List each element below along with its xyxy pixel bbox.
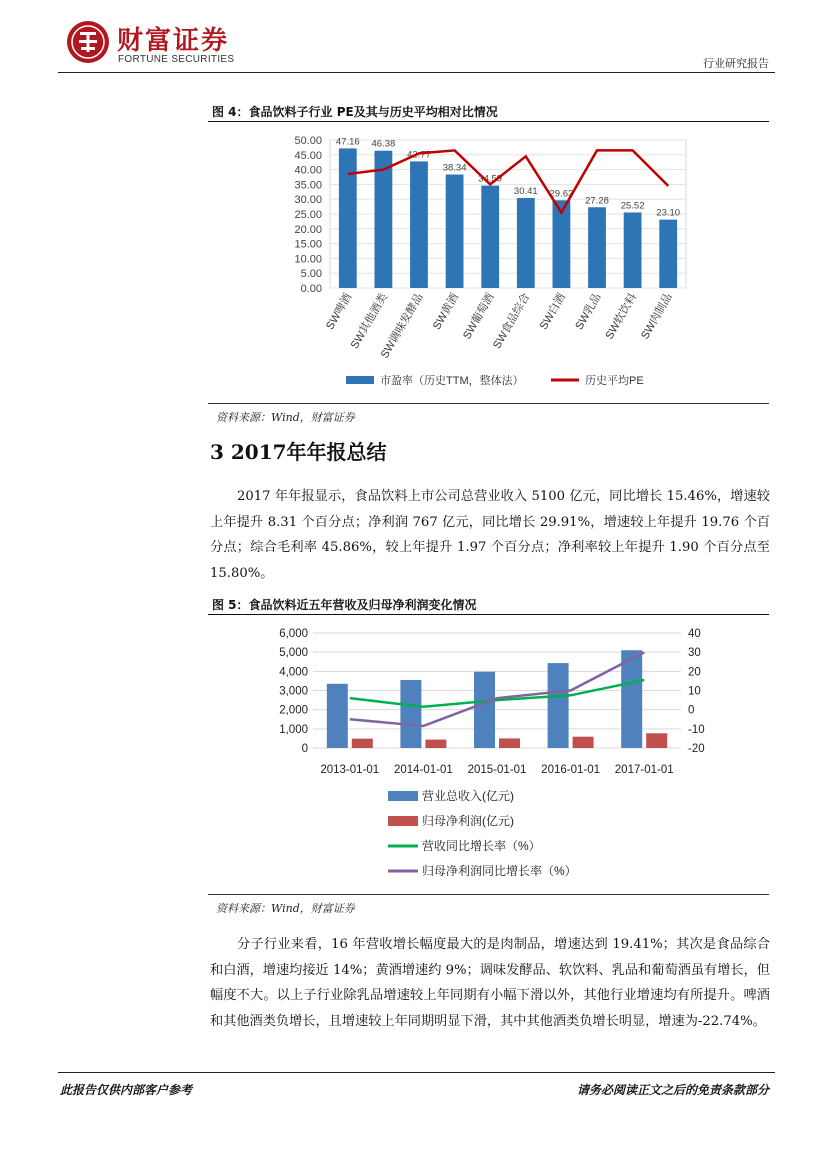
chart2-legend-revenue-swatch xyxy=(388,791,418,801)
chart1-ytick-label: 30.00 xyxy=(294,194,322,207)
chart1-legend-swatch-pe xyxy=(346,376,374,384)
chart1-category-label: SW肉制品 xyxy=(639,291,675,342)
figure5-source: 资料来源：Wind，财富证券 xyxy=(216,902,355,915)
figure4-chart xyxy=(208,124,768,400)
chart2-profit-bar xyxy=(352,739,373,748)
chart2-ytick-right-label: 40 xyxy=(688,628,701,640)
chart1-ytick-label: 35.00 xyxy=(294,179,322,192)
chart1-bar-data-label: 30.41 xyxy=(513,185,538,197)
chart1-bar-data-label: 42.77 xyxy=(407,149,431,161)
chart2-ytick-left-label: 3,000 xyxy=(279,685,308,698)
chart2-ytick-left-label: 5,000 xyxy=(279,647,308,660)
chart1-category-label: SW白酒 xyxy=(537,291,568,332)
chart1-bar xyxy=(410,161,428,288)
chart1-bar xyxy=(339,148,357,288)
chart2-ytick-right-label: -20 xyxy=(688,743,705,755)
chart1-ytick-label: 25.00 xyxy=(294,209,322,221)
chart2-ytick-right-label: 30 xyxy=(688,647,701,660)
chart2-profit-bar xyxy=(573,737,594,748)
chart1-bar xyxy=(481,186,499,288)
chart2-legend-profit-growth-label: 归母净利润同比增长率（%） xyxy=(422,864,577,878)
logo-text-cn: 财富证券 xyxy=(117,26,230,56)
chart1-bar xyxy=(624,212,642,288)
report-type-label: 行业研究报告 xyxy=(703,57,769,70)
figure4-caption: 图 4：食品饮料子行业 PE及其与历史平均相对比情况 xyxy=(212,105,498,119)
chart2-category-label: 2016-01-01 xyxy=(541,764,601,776)
paragraph-annual-summary: 2017 年年报显示，食品饮料上市公司总营业收入 5100 亿元，同比增长 15.46%，增速较上年提升 8.31 个百分点；净利润 767 亿元，同比增长 29.91%，增速较上年提升 19.76 个百分点；综合毛利率 45.86%，较上年提升 1.97 个百分点；净利率较上年提升 1.90 个百分点至 15.80%。 xyxy=(210,489,770,581)
chart2-ytick-right-label: 10 xyxy=(688,685,701,698)
figure5-top-rule xyxy=(208,614,769,615)
chart1-category-label: SW黄酒 xyxy=(430,291,462,332)
chart2-ytick-right-label: -10 xyxy=(688,723,705,736)
chart1-bar-data-label: 47.16 xyxy=(335,136,360,148)
figure4-top-rule xyxy=(208,121,769,122)
chart2-legend-profit-label: 归母净利润(亿元) xyxy=(422,814,514,828)
figure5-bottom-rule xyxy=(208,894,769,895)
chart2-ytick-left-label: 1,000 xyxy=(279,723,308,736)
chart1-bar xyxy=(659,220,677,288)
chart2-category-label: 2014-01-01 xyxy=(393,764,453,776)
chart2-ytick-left-label: 2,000 xyxy=(279,704,308,717)
section-heading: 3 2017年年报总结 xyxy=(210,440,387,464)
chart1-category-label: SW其他酒类 xyxy=(348,291,390,351)
chart1-bar-data-label: 23.10 xyxy=(656,207,681,219)
footer-disclaimer-left: 此报告仅供内部客户参考 xyxy=(60,1083,193,1097)
chart1-category-label: SW食品综合 xyxy=(491,291,533,351)
chart1-bar xyxy=(517,198,535,288)
chart1-ytick-label: 50.00 xyxy=(294,135,322,147)
header-divider xyxy=(58,72,775,73)
chart1-legend-label-history: 历史平均PE xyxy=(585,375,644,387)
chart1-ytick-label: 10.00 xyxy=(294,253,322,266)
chart2-profit-bar xyxy=(425,740,446,748)
chart2-category-label: 2015-01-01 xyxy=(467,764,527,776)
chart1-ytick-label: 40.00 xyxy=(294,164,322,177)
chart1-ytick-label: 0.00 xyxy=(300,283,322,295)
chart1-bar-data-label: 46.38 xyxy=(371,138,396,150)
chart1-bar xyxy=(446,175,464,288)
chart1-bar xyxy=(588,207,606,288)
chart1-ytick-label: 45.00 xyxy=(294,149,322,162)
chart2-revenue-bar xyxy=(548,663,569,748)
chart1-bar-data-label: 38.34 xyxy=(442,162,467,174)
chart2-revenue-bar xyxy=(474,672,495,748)
chart1-ytick-label: 15.00 xyxy=(294,238,322,251)
chart1-legend-label-pe: 市盈率（历史TTM，整体法） xyxy=(380,375,524,387)
chart1-category-label: SW调味发酵品 xyxy=(378,291,426,361)
chart2-ytick-left-label: 4,000 xyxy=(279,666,308,679)
chart2-revenue-bar xyxy=(327,684,348,748)
footer-disclaimer-right: 请务必阅读正文之后的免责条款部分 xyxy=(576,1083,769,1097)
chart1-bar-data-label: 34.59 xyxy=(478,173,503,185)
chart2-category-label: 2013-01-01 xyxy=(320,764,380,776)
chart2-legend-revenue-label: 营业总收入(亿元) xyxy=(422,789,514,803)
company-logo-icon xyxy=(66,20,110,64)
figure4-bottom-rule xyxy=(208,403,769,404)
chart2-profit-bar xyxy=(499,738,520,748)
chart2-ytick-right-label: 0 xyxy=(688,704,695,717)
figure5-caption: 图 5：食品饮料近五年营收及归母净利润变化情况 xyxy=(212,598,477,612)
chart1-category-label: SW软饮料 xyxy=(603,291,640,342)
footer-divider xyxy=(58,1072,775,1073)
chart1-category-label: SW乳品 xyxy=(573,291,604,332)
chart1-bar-data-label: 29.63 xyxy=(549,188,574,200)
chart2-category-label: 2017-01-01 xyxy=(614,764,674,776)
chart1-ytick-label: 20.00 xyxy=(294,223,322,236)
figure4-source: 资料来源：Wind，财富证券 xyxy=(216,411,355,424)
figure5-chart xyxy=(208,617,768,892)
chart1-category-label: SW葡萄酒 xyxy=(461,291,497,342)
chart2-revenue-bar xyxy=(621,650,642,748)
paragraph-subsector-analysis: 分子行业来看，16 年营收增长幅度最大的是肉制品，增速达到 19.41%；其次是食品综合和白酒，增速均接近 14%；黄酒增速约 9%；调味发酵品、软饮料、乳品和葡萄酒虽有增长，但幅度不大。以上子行业除乳品增速较上年同期有小幅下滑以外，其他行业增速均有所提升。啤酒和其他酒类负增长，且增速较上年同期明显下滑，其中其他酒类负增长明显，增速为-22.74%。 xyxy=(210,937,770,1029)
chart1-category-label: SW啤酒 xyxy=(324,291,355,332)
chart1-bar-data-label: 27.28 xyxy=(585,195,609,207)
chart2-legend-revenue-growth-label: 营收同比增长率（%） xyxy=(422,839,541,853)
chart2-legend-profit-swatch xyxy=(388,816,418,826)
chart2-revenue-growth-line xyxy=(350,680,644,707)
chart2-revenue-bar xyxy=(400,680,421,748)
chart1-bar-data-label: 25.52 xyxy=(620,200,645,212)
chart1-ytick-label: 5.00 xyxy=(300,268,322,281)
chart2-profit-bar xyxy=(646,733,667,748)
logo-text-en: FORTUNE SECURITIES xyxy=(118,54,235,65)
chart2-ytick-left-label: 6,000 xyxy=(279,628,308,640)
chart2-ytick-left-label: 0 xyxy=(301,743,308,755)
chart2-ytick-right-label: 20 xyxy=(688,666,701,679)
